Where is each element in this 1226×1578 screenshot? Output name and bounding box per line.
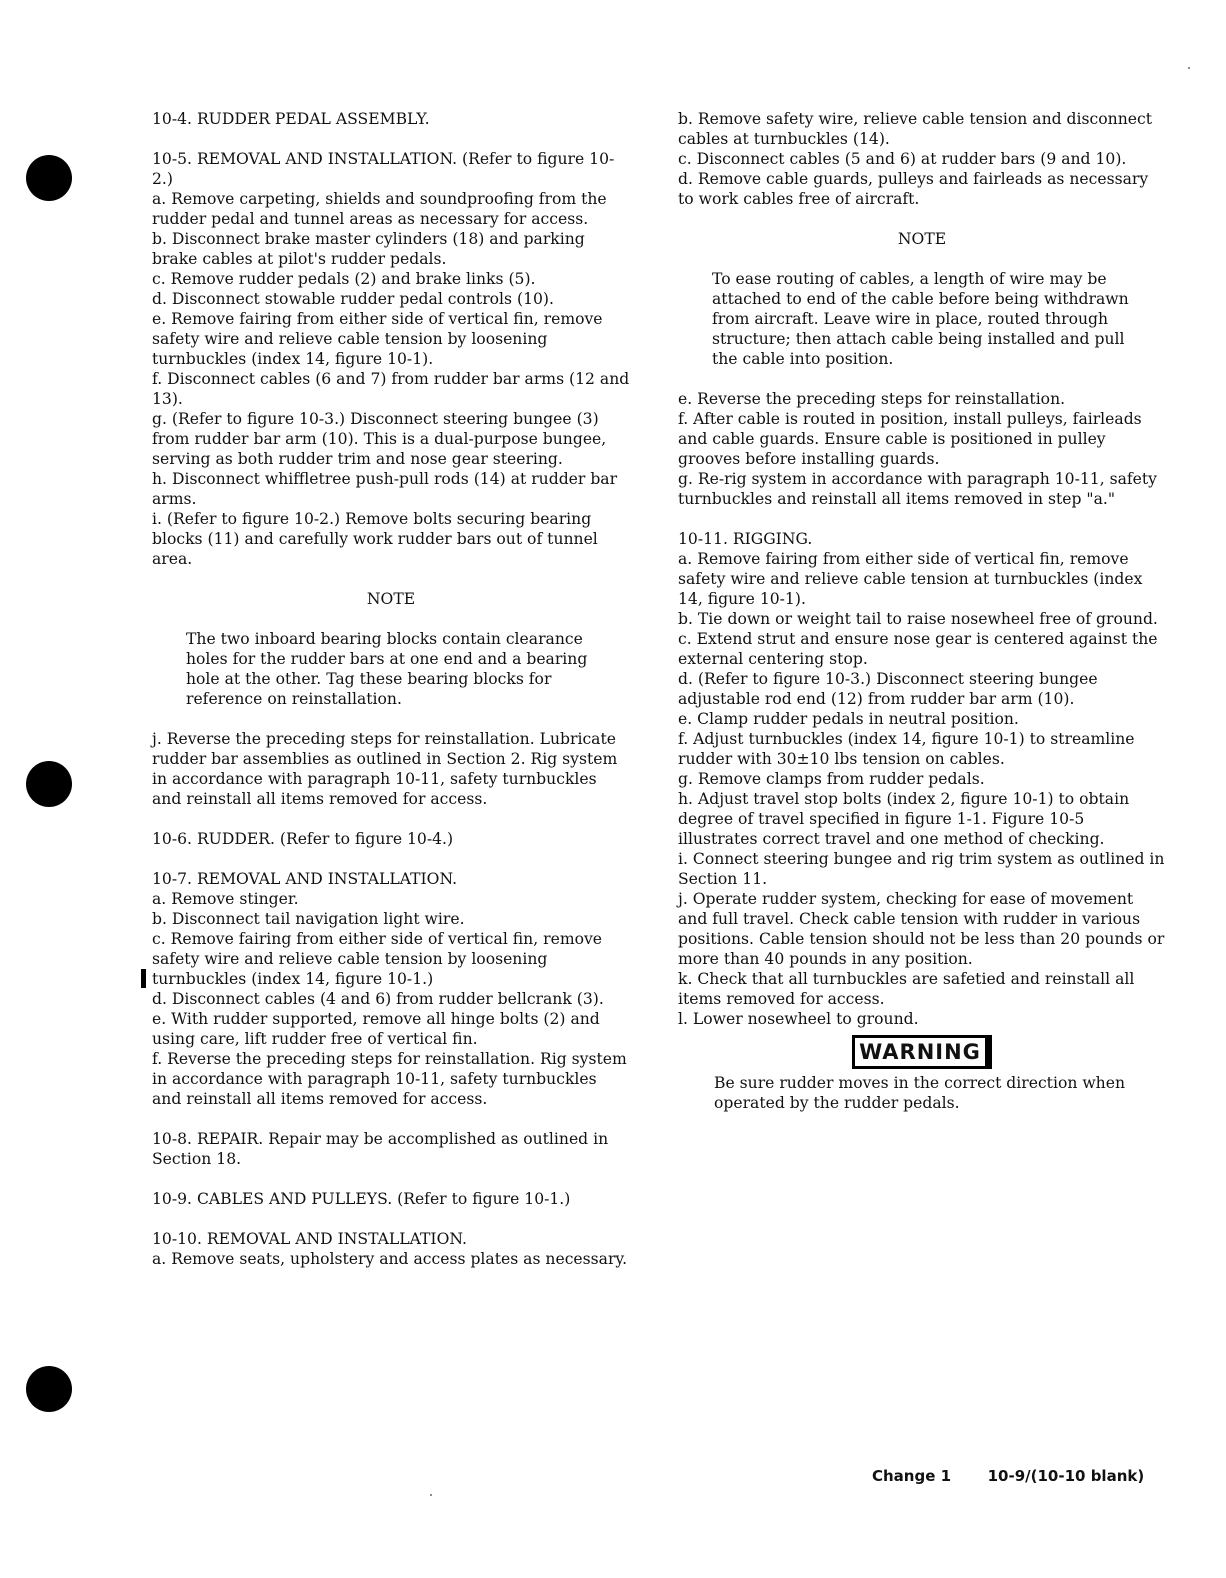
heading-10-6: 10-6. RUDDER. (Refer to figure 10-4.): [152, 830, 454, 848]
step: a. Remove fairing from either side of vertical fin, remove safety wire and relieve cable tension at turnbuckles (index 14, figure 10-1).: [678, 550, 1143, 608]
note-text: To ease routing of cables, a length of wire may be attached to end of the cable before being withdrawn from aircraft. Leave wire in place, routed through structure; then attach cable being installed and pull the cable into position.: [712, 270, 1129, 368]
step: e. Remove fairing from either side of vertical fin, remove safety wire and relieve cable tension by loosening turnbuckles (index 14, figure 10-1).: [152, 310, 603, 368]
step: g. Remove clamps from rudder pedals.: [678, 770, 985, 788]
warning-block: [678, 1035, 1166, 1069]
note-title: NOTE: [366, 590, 416, 608]
step: d. Remove cable guards, pulleys and fairleads as necessary to work cables free of aircraft.: [678, 170, 1149, 208]
binder-hole-top: [26, 155, 72, 201]
step: b. Disconnect brake master cylinders (18) and parking brake cables at pilot's rudder pedals.: [152, 230, 585, 268]
step: c. Remove fairing from either side of vertical fin, remove safety wire and relieve cable tension by loosening turnbuckles (index 14, figure 10-1.): [152, 930, 603, 988]
heading-10-9: 10-9. CABLES AND PULLEYS. (Refer to figure 10-1.): [152, 1190, 571, 1208]
step: j. Reverse the preceding steps for reinstallation. Lubricate rudder bar assemblies as outlined in Section 2. Rig system in accordance with paragraph 10-11, safety turnbuckles and reinstall all items removed for access.: [152, 730, 618, 808]
step: e. Clamp rudder pedals in neutral position.: [678, 710, 1019, 728]
page-number: 10-9/(10-10 blank): [987, 1467, 1145, 1485]
left-column: [152, 109, 630, 1269]
step: k. Check that all turnbuckles are safetied and reinstall all items removed for access.: [678, 970, 1135, 1008]
heading-10-8: 10-8. REPAIR. Repair may be accomplished as outlined in Section 18.: [152, 1130, 609, 1168]
step: h. Adjust travel stop bolts (index 2, figure 10-1) to obtain degree of travel specified in figure 1-1. Figure 10-5 illustrates correct travel and one method of checking.: [678, 790, 1130, 848]
step: d. (Refer to figure 10-3.) Disconnect steering bungee adjustable rod end (12) from rudder bar arm (10).: [678, 670, 1098, 708]
step: l. Lower nosewheel to ground.: [678, 1010, 919, 1028]
step: h. Disconnect whiffletree push-pull rods (14) at rudder bar arms.: [152, 470, 618, 508]
step: i. Connect steering bungee and rig trim system as outlined in Section 11.: [678, 850, 1165, 888]
step: c. Extend strut and ensure nose gear is centered against the external centering stop.: [678, 630, 1158, 668]
heading-10-4: 10-4. RUDDER PEDAL ASSEMBLY.: [152, 110, 430, 128]
step: e. Reverse the preceding steps for reinstallation.: [678, 390, 1066, 408]
step: b. Tie down or weight tail to raise nosewheel free of ground.: [678, 610, 1158, 628]
step: i. (Refer to figure 10-2.) Remove bolts securing bearing blocks (11) and carefully work rudder bars out of tunnel area.: [152, 510, 598, 568]
note-title: NOTE: [897, 230, 947, 248]
binder-hole-middle: [26, 761, 72, 807]
step: e. With rudder supported, remove all hinge bolts (2) and using care, lift rudder free of vertical fin.: [152, 1010, 600, 1048]
right-column: [678, 109, 1166, 1113]
binder-hole-bottom: [26, 1366, 72, 1412]
heading-10-5: 10-5. REMOVAL AND INSTALLATION. (Refer to figure 10-2.): [152, 150, 615, 188]
step: f. Disconnect cables (6 and 7) from rudder bar arms (12 and 13).: [152, 370, 630, 408]
scan-speck: [430, 1494, 432, 1496]
change-number: Change 1: [872, 1467, 952, 1485]
heading-10-10: 10-10. REMOVAL AND INSTALLATION.: [152, 1230, 467, 1248]
page-footer: [872, 1467, 1144, 1485]
change-bar: [141, 969, 146, 988]
step: b. Remove safety wire, relieve cable tension and disconnect cables at turnbuckles (14).: [678, 110, 1152, 148]
step: b. Disconnect tail navigation light wire.: [152, 910, 465, 928]
step: f. Reverse the preceding steps for reinstallation. Rig system in accordance with paragraph 10-11, safety turnbuckles and reinstall all items removed for access.: [152, 1050, 627, 1108]
warning-text: Be sure rudder moves in the correct direction when operated by the rudder pedals.: [714, 1074, 1125, 1112]
scan-speck: [1188, 67, 1190, 69]
step: d. Disconnect stowable rudder pedal controls (10).: [152, 290, 554, 308]
step: g. (Refer to figure 10-3.) Disconnect steering bungee (3) from rudder bar arm (10). This is a dual-purpose bungee, serving as both rudder trim and nose gear steering.: [152, 410, 607, 468]
warning-label: WARNING: [852, 1035, 992, 1069]
step: f. After cable is routed in position, install pulleys, fairleads and cable guards. Ensure cable is positioned in pulley grooves before installing guards.: [678, 410, 1142, 468]
step: g. Re-rig system in accordance with paragraph 10-11, safety turnbuckles and reinstall all items removed in step "a.": [678, 470, 1157, 508]
step: a. Remove seats, upholstery and access plates as necessary.: [152, 1250, 628, 1268]
step: a. Remove stinger.: [152, 890, 299, 908]
step: f. Adjust turnbuckles (index 14, figure 10-1) to streamline rudder with 30±10 lbs tension on cables.: [678, 730, 1135, 768]
step: j. Operate rudder system, checking for ease of movement and full travel. Check cable tension with rudder in various positions. Cable tension should not be less than 20 pounds or more than 40 pounds in any position.: [678, 890, 1165, 968]
note-text: The two inboard bearing blocks contain clearance holes for the rudder bars at one end and a bearing hole at the other. Tag these bearing blocks for reference on reinstallation.: [186, 630, 588, 708]
heading-10-7: 10-7. REMOVAL AND INSTALLATION.: [152, 870, 458, 888]
step: a. Remove carpeting, shields and soundproofing from the rudder pedal and tunnel areas as necessary for access.: [152, 190, 607, 228]
step: c. Remove rudder pedals (2) and brake links (5).: [152, 270, 536, 288]
heading-10-11: 10-11. RIGGING.: [678, 530, 813, 548]
step: c. Disconnect cables (5 and 6) at rudder bars (9 and 10).: [678, 150, 1127, 168]
step: d. Disconnect cables (4 and 6) from rudder bellcrank (3).: [152, 990, 604, 1008]
